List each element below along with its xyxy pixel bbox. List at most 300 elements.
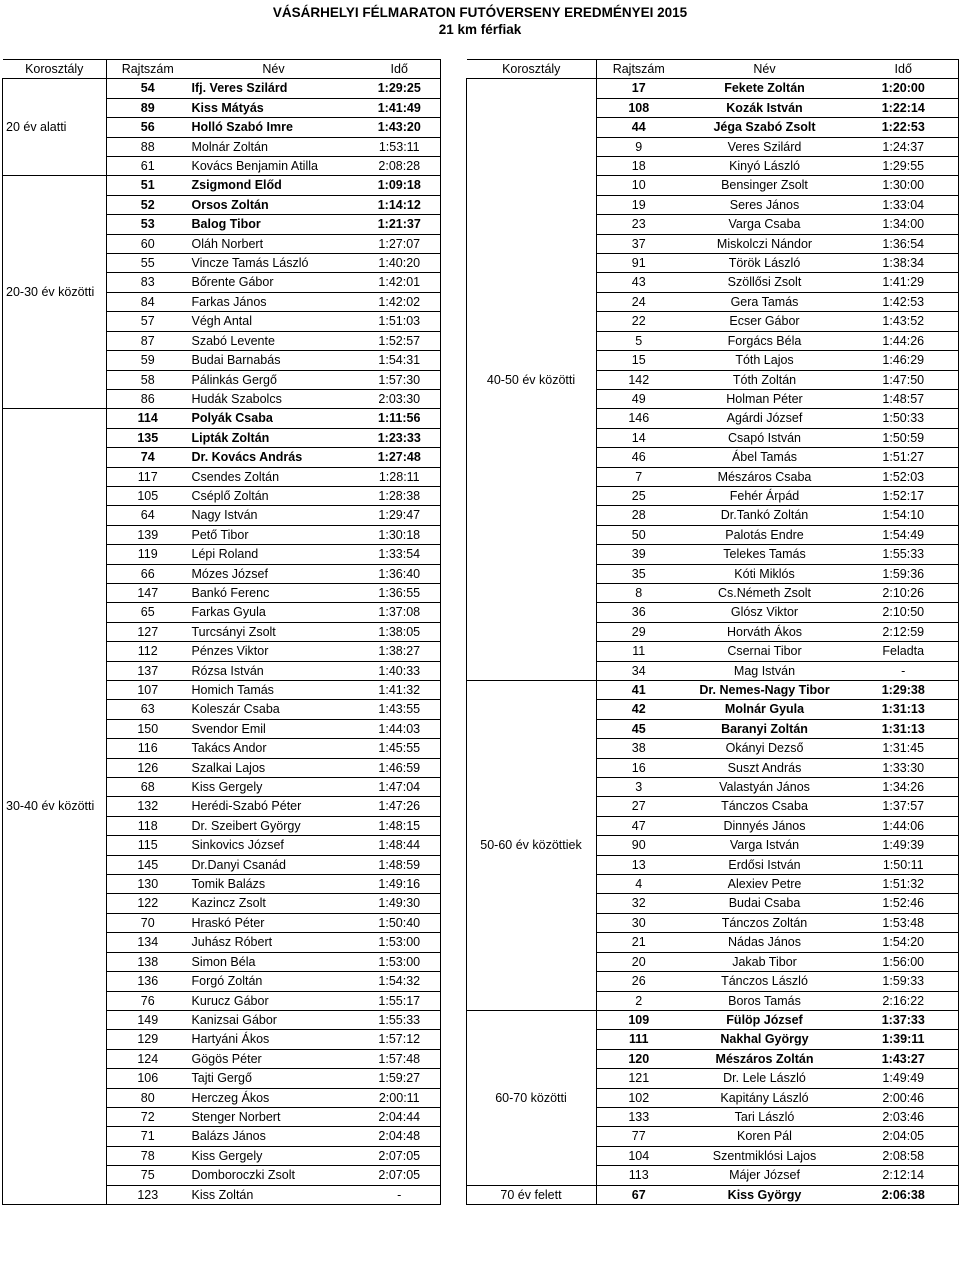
finish-time-cell: 1:30:18 <box>359 525 441 544</box>
bib-number-cell: 104 <box>597 1146 681 1165</box>
bib-number-cell: 20 <box>597 952 681 971</box>
finish-time-cell: 1:50:11 <box>849 855 959 874</box>
runner-name-cell: Szöllősi Zsolt <box>681 273 849 292</box>
runner-name-cell: Dr.Danyi Csanád <box>189 855 359 874</box>
runner-name-cell: Tóth Zoltán <box>681 370 849 389</box>
bib-number-cell: 18 <box>597 157 681 176</box>
finish-time-cell: 1:29:55 <box>849 157 959 176</box>
runner-name-cell: Bankó Ferenc <box>189 583 359 602</box>
bib-number-cell: 47 <box>597 816 681 835</box>
bib-number-cell: 117 <box>107 467 189 486</box>
finish-time-cell: 2:07:05 <box>359 1146 441 1165</box>
bib-number-cell: 22 <box>597 312 681 331</box>
finish-time-cell: - <box>849 661 959 680</box>
bib-number-cell: 45 <box>597 719 681 738</box>
runner-name-cell: Török László <box>681 254 849 273</box>
runner-name-cell: Kiss György <box>681 1185 849 1204</box>
runner-name-cell: Nakhal György <box>681 1030 849 1049</box>
runner-name-cell: Herédi-Szabó Péter <box>189 797 359 816</box>
runner-name-cell: Hraskó Péter <box>189 913 359 932</box>
finish-time-cell: 1:55:17 <box>359 991 441 1010</box>
finish-time-cell: 1:43:20 <box>359 118 441 137</box>
bib-number-cell: 17 <box>597 79 681 98</box>
finish-time-cell: 1:49:16 <box>359 875 441 894</box>
runner-name-cell: Tánczos Zoltán <box>681 913 849 932</box>
bib-number-cell: 113 <box>597 1166 681 1185</box>
bib-number-cell: 149 <box>107 1010 189 1029</box>
runner-name-cell: Bensinger Zsolt <box>681 176 849 195</box>
runner-name-cell: Kiss Gergely <box>189 1146 359 1165</box>
runner-name-cell: Szentmiklósi Lajos <box>681 1146 849 1165</box>
finish-time-cell: 1:54:32 <box>359 972 441 991</box>
bib-number-cell: 39 <box>597 545 681 564</box>
bib-number-cell: 124 <box>107 1049 189 1068</box>
bib-number-cell: 23 <box>597 215 681 234</box>
finish-time-cell: 1:59:36 <box>849 564 959 583</box>
table-row <box>467 1185 959 1204</box>
finish-time-cell: 1:53:48 <box>849 913 959 932</box>
finish-time-cell: 1:44:06 <box>849 816 959 835</box>
runner-name-cell: Kapitány László <box>681 1088 849 1107</box>
bib-number-cell: 72 <box>107 1107 189 1126</box>
finish-time-cell: 2:00:11 <box>359 1088 441 1107</box>
finish-time-cell: 1:33:04 <box>849 195 959 214</box>
runner-name-cell: Cs.Németh Zsolt <box>681 583 849 602</box>
table-row <box>467 681 959 700</box>
bib-number-cell: 111 <box>597 1030 681 1049</box>
bib-number-cell: 56 <box>107 118 189 137</box>
runner-name-cell: Kóti Miklós <box>681 564 849 583</box>
runner-name-cell: Homich Tamás <box>189 681 359 700</box>
bib-number-cell: 118 <box>107 816 189 835</box>
table-row <box>3 409 441 428</box>
runner-name-cell: Stenger Norbert <box>189 1107 359 1126</box>
runner-name-cell: Szalkai Lajos <box>189 758 359 777</box>
finish-time-cell: 1:59:33 <box>849 972 959 991</box>
finish-time-cell: 2:12:59 <box>849 622 959 641</box>
runner-name-cell: Jakab Tibor <box>681 952 849 971</box>
bib-number-cell: 2 <box>597 991 681 1010</box>
finish-time-cell: 1:31:45 <box>849 739 959 758</box>
bib-number-cell: 74 <box>107 448 189 467</box>
finish-time-cell: 1:51:27 <box>849 448 959 467</box>
runner-name-cell: Telekes Tamás <box>681 545 849 564</box>
finish-time-cell: 2:03:46 <box>849 1107 959 1126</box>
runner-name-cell: Gera Tamás <box>681 292 849 311</box>
finish-time-cell: 1:29:38 <box>849 681 959 700</box>
runner-name-cell: Szabó Levente <box>189 331 359 350</box>
bib-number-cell: 30 <box>597 913 681 932</box>
bib-number-cell: 130 <box>107 875 189 894</box>
results-body-right <box>467 79 959 1205</box>
bib-number-cell: 57 <box>107 312 189 331</box>
bib-number-cell: 59 <box>107 351 189 370</box>
bib-number-cell: 112 <box>107 642 189 661</box>
age-group-label: 50-60 év közöttiek <box>467 681 597 1011</box>
bib-number-cell: 35 <box>597 564 681 583</box>
finish-time-cell: 1:09:18 <box>359 176 441 195</box>
runner-name-cell: Oláh Norbert <box>189 234 359 253</box>
results-body-left <box>3 79 441 1205</box>
runner-name-cell: Juhász Róbert <box>189 933 359 952</box>
runner-name-cell: Vincze Tamás László <box>189 254 359 273</box>
results-table-right <box>466 59 959 1205</box>
finish-time-cell: 1:34:26 <box>849 778 959 797</box>
finish-time-cell: 1:20:00 <box>849 79 959 98</box>
col-header-bib: Rajtszám <box>107 60 189 79</box>
runner-name-cell: Zsigmond Előd <box>189 176 359 195</box>
runner-name-cell: Ábel Tamás <box>681 448 849 467</box>
finish-time-cell: 1:43:27 <box>849 1049 959 1068</box>
finish-time-cell: 1:49:39 <box>849 836 959 855</box>
finish-time-cell: 1:47:04 <box>359 778 441 797</box>
finish-time-cell: 1:52:17 <box>849 486 959 505</box>
bib-number-cell: 63 <box>107 700 189 719</box>
finish-time-cell: 1:48:59 <box>359 855 441 874</box>
page-subtitle: 21 km férfiak <box>438 22 522 37</box>
runner-name-cell: Nagy István <box>189 506 359 525</box>
finish-time-cell: 1:23:33 <box>359 428 441 447</box>
finish-time-cell: 1:21:37 <box>359 215 441 234</box>
runner-name-cell: Kovács Benjamin Atilla <box>189 157 359 176</box>
runner-name-cell: Lipták Zoltán <box>189 428 359 447</box>
runner-name-cell: Baranyi Zoltán <box>681 719 849 738</box>
bib-number-cell: 122 <box>107 894 189 913</box>
bib-number-cell: 76 <box>107 991 189 1010</box>
bib-number-cell: 75 <box>107 1166 189 1185</box>
bib-number-cell: 142 <box>597 370 681 389</box>
bib-number-cell: 102 <box>597 1088 681 1107</box>
runner-name-cell: Dr. Kovács András <box>189 448 359 467</box>
finish-time-cell: Feladta <box>849 642 959 661</box>
finish-time-cell: 1:43:55 <box>359 700 441 719</box>
finish-time-cell: 1:44:03 <box>359 719 441 738</box>
finish-time-cell: 1:33:54 <box>359 545 441 564</box>
runner-name-cell: Palotás Endre <box>681 525 849 544</box>
runner-name-cell: Hartyáni Ákos <box>189 1030 359 1049</box>
runner-name-cell: Rózsa István <box>189 661 359 680</box>
bib-number-cell: 133 <box>597 1107 681 1126</box>
finish-time-cell: 1:56:00 <box>849 952 959 971</box>
finish-time-cell: 1:22:53 <box>849 118 959 137</box>
runner-name-cell: Cséplő Zoltán <box>189 486 359 505</box>
runner-name-cell: Bőrente Gábor <box>189 273 359 292</box>
bib-number-cell: 61 <box>107 157 189 176</box>
runner-name-cell: Budai Csaba <box>681 894 849 913</box>
finish-time-cell: 1:51:03 <box>359 312 441 331</box>
bib-number-cell: 36 <box>597 603 681 622</box>
runner-name-cell: Ifj. Veres Szilárd <box>189 79 359 98</box>
runner-name-cell: Horváth Ákos <box>681 622 849 641</box>
runner-name-cell: Tomik Balázs <box>189 875 359 894</box>
finish-time-cell: 1:36:54 <box>849 234 959 253</box>
age-group-label: 30-40 év közötti <box>3 409 107 1205</box>
runner-name-cell: Csapó István <box>681 428 849 447</box>
runner-name-cell: Varga Csaba <box>681 215 849 234</box>
finish-time-cell: 1:38:34 <box>849 254 959 273</box>
runner-name-cell: Dinnyés János <box>681 816 849 835</box>
runner-name-cell: Domboroczki Zsolt <box>189 1166 359 1185</box>
finish-time-cell: 2:08:58 <box>849 1146 959 1165</box>
bib-number-cell: 88 <box>107 137 189 156</box>
finish-time-cell: 1:41:32 <box>359 681 441 700</box>
finish-time-cell: 1:42:01 <box>359 273 441 292</box>
bib-number-cell: 119 <box>107 545 189 564</box>
bib-number-cell: 55 <box>107 254 189 273</box>
bib-number-cell: 137 <box>107 661 189 680</box>
runner-name-cell: Kazincz Zsolt <box>189 894 359 913</box>
runner-name-cell: Suszt András <box>681 758 849 777</box>
finish-time-cell: 1:31:13 <box>849 719 959 738</box>
runner-name-cell: Tajti Gergő <box>189 1069 359 1088</box>
runner-name-cell: Jéga Szabó Zsolt <box>681 118 849 137</box>
table-header-row <box>3 60 441 79</box>
bib-number-cell: 78 <box>107 1146 189 1165</box>
runner-name-cell: Dr. Nemes-Nagy Tibor <box>681 681 849 700</box>
runner-name-cell: Glósz Viktor <box>681 603 849 622</box>
runner-name-cell: Hudák Szabolcs <box>189 389 359 408</box>
finish-time-cell: 1:52:57 <box>359 331 441 350</box>
finish-time-cell: 1:44:26 <box>849 331 959 350</box>
bib-number-cell: 60 <box>107 234 189 253</box>
bib-number-cell: 136 <box>107 972 189 991</box>
bib-number-cell: 52 <box>107 195 189 214</box>
finish-time-cell: 1:57:30 <box>359 370 441 389</box>
bib-number-cell: 134 <box>107 933 189 952</box>
bib-number-cell: 28 <box>597 506 681 525</box>
bib-number-cell: 126 <box>107 758 189 777</box>
bib-number-cell: 115 <box>107 836 189 855</box>
finish-time-cell: 2:10:26 <box>849 583 959 602</box>
finish-time-cell: 1:59:27 <box>359 1069 441 1088</box>
bib-number-cell: 58 <box>107 370 189 389</box>
bib-number-cell: 14 <box>597 428 681 447</box>
bib-number-cell: 26 <box>597 972 681 991</box>
bib-number-cell: 29 <box>597 622 681 641</box>
finish-time-cell: 1:45:55 <box>359 739 441 758</box>
finish-time-cell: 2:08:28 <box>359 157 441 176</box>
table-row <box>3 79 441 98</box>
bib-number-cell: 121 <box>597 1069 681 1088</box>
bib-number-cell: 66 <box>107 564 189 583</box>
runner-name-cell: Molnár Gyula <box>681 700 849 719</box>
runner-name-cell: Miskolczi Nándor <box>681 234 849 253</box>
finish-time-cell: 1:53:00 <box>359 952 441 971</box>
bib-number-cell: 86 <box>107 389 189 408</box>
finish-time-cell: 1:22:14 <box>849 98 959 117</box>
finish-time-cell: 1:34:00 <box>849 215 959 234</box>
bib-number-cell: 13 <box>597 855 681 874</box>
finish-time-cell: 2:06:38 <box>849 1185 959 1204</box>
runner-name-cell: Kozák István <box>681 98 849 117</box>
finish-time-cell: 1:50:33 <box>849 409 959 428</box>
finish-time-cell: 1:27:48 <box>359 448 441 467</box>
bib-number-cell: 34 <box>597 661 681 680</box>
runner-name-cell: Dr.Tankó Zoltán <box>681 506 849 525</box>
bib-number-cell: 77 <box>597 1127 681 1146</box>
bib-number-cell: 65 <box>107 603 189 622</box>
finish-time-cell: 1:57:12 <box>359 1030 441 1049</box>
runner-name-cell: Veres Szilárd <box>681 137 849 156</box>
finish-time-cell: 2:16:22 <box>849 991 959 1010</box>
runner-name-cell: Gögös Péter <box>189 1049 359 1068</box>
runner-name-cell: Farkas Gyula <box>189 603 359 622</box>
runner-name-cell: Boros Tamás <box>681 991 849 1010</box>
runner-name-cell: Mészáros Csaba <box>681 467 849 486</box>
finish-time-cell: 1:46:59 <box>359 758 441 777</box>
finish-time-cell: 1:42:02 <box>359 292 441 311</box>
bib-number-cell: 147 <box>107 583 189 602</box>
finish-time-cell: 1:54:31 <box>359 351 441 370</box>
finish-time-cell: 1:51:32 <box>849 875 959 894</box>
finish-time-cell: 1:48:44 <box>359 836 441 855</box>
col-header-name: Név <box>189 60 359 79</box>
finish-time-cell: 1:55:33 <box>359 1010 441 1029</box>
finish-time-cell: 1:54:49 <box>849 525 959 544</box>
bib-number-cell: 109 <box>597 1010 681 1029</box>
runner-name-cell: Forgó Zoltán <box>189 972 359 991</box>
bib-number-cell: 5 <box>597 331 681 350</box>
finish-time-cell: 1:29:25 <box>359 79 441 98</box>
finish-time-cell: 2:12:14 <box>849 1166 959 1185</box>
bib-number-cell: 139 <box>107 525 189 544</box>
bib-number-cell: 146 <box>597 409 681 428</box>
runner-name-cell: Alexiev Petre <box>681 875 849 894</box>
runner-name-cell: Farkas János <box>189 292 359 311</box>
bib-number-cell: 21 <box>597 933 681 952</box>
bib-number-cell: 19 <box>597 195 681 214</box>
runner-name-cell: Molnár Zoltán <box>189 137 359 156</box>
bib-number-cell: 42 <box>597 700 681 719</box>
runner-name-cell: Balázs János <box>189 1127 359 1146</box>
col-header-bib: Rajtszám <box>597 60 681 79</box>
finish-time-cell: 1:36:40 <box>359 564 441 583</box>
table-row <box>467 79 959 98</box>
bib-number-cell: 46 <box>597 448 681 467</box>
runner-name-cell: Pető Tibor <box>189 525 359 544</box>
runner-name-cell: Végh Antal <box>189 312 359 331</box>
finish-time-cell: 1:29:47 <box>359 506 441 525</box>
col-header-name: Név <box>681 60 849 79</box>
bib-number-cell: 3 <box>597 778 681 797</box>
runner-name-cell: Tóth Lajos <box>681 351 849 370</box>
runner-name-cell: Simon Béla <box>189 952 359 971</box>
bib-number-cell: 120 <box>597 1049 681 1068</box>
runner-name-cell: Pálinkás Gergő <box>189 370 359 389</box>
runner-name-cell: Valastyán János <box>681 778 849 797</box>
runner-name-cell: Koleszár Csaba <box>189 700 359 719</box>
runner-name-cell: Csernai Tibor <box>681 642 849 661</box>
runner-name-cell: Ecser Gábor <box>681 312 849 331</box>
runner-name-cell: Agárdi József <box>681 409 849 428</box>
bib-number-cell: 127 <box>107 622 189 641</box>
bib-number-cell: 32 <box>597 894 681 913</box>
runner-name-cell: Seres János <box>681 195 849 214</box>
runner-name-cell: Kinyó László <box>681 157 849 176</box>
bib-number-cell: 129 <box>107 1030 189 1049</box>
bib-number-cell: 90 <box>597 836 681 855</box>
bib-number-cell: 4 <box>597 875 681 894</box>
finish-time-cell: 1:43:52 <box>849 312 959 331</box>
runner-name-cell: Mózes József <box>189 564 359 583</box>
bib-number-cell: 108 <box>597 98 681 117</box>
finish-time-cell: 1:30:00 <box>849 176 959 195</box>
bib-number-cell: 41 <box>597 681 681 700</box>
finish-time-cell: 1:47:26 <box>359 797 441 816</box>
finish-time-cell: 1:48:15 <box>359 816 441 835</box>
runner-name-cell: Májer József <box>681 1166 849 1185</box>
bib-number-cell: 11 <box>597 642 681 661</box>
runner-name-cell: Orsos Zoltán <box>189 195 359 214</box>
bib-number-cell: 7 <box>597 467 681 486</box>
finish-time-cell: 1:38:05 <box>359 622 441 641</box>
finish-time-cell: 1:54:10 <box>849 506 959 525</box>
finish-time-cell: 1:47:50 <box>849 370 959 389</box>
bib-number-cell: 71 <box>107 1127 189 1146</box>
finish-time-cell: 1:24:37 <box>849 137 959 156</box>
runner-name-cell: Lépi Roland <box>189 545 359 564</box>
table-row <box>3 176 441 195</box>
bib-number-cell: 105 <box>107 486 189 505</box>
runner-name-cell: Tánczos László <box>681 972 849 991</box>
bib-number-cell: 145 <box>107 855 189 874</box>
finish-time-cell: 1:14:12 <box>359 195 441 214</box>
runner-name-cell: Herczeg Ákos <box>189 1088 359 1107</box>
bib-number-cell: 89 <box>107 98 189 117</box>
table-row <box>467 1010 959 1029</box>
finish-time-cell: 1:38:27 <box>359 642 441 661</box>
finish-time-cell: 1:50:59 <box>849 428 959 447</box>
runner-name-cell: Tari László <box>681 1107 849 1126</box>
finish-time-cell: 2:04:05 <box>849 1127 959 1146</box>
finish-time-cell: 1:11:56 <box>359 409 441 428</box>
finish-time-cell: 1:28:11 <box>359 467 441 486</box>
bib-number-cell: 150 <box>107 719 189 738</box>
finish-time-cell: 1:37:57 <box>849 797 959 816</box>
age-group-label: 20 év alatti <box>3 79 107 176</box>
bib-number-cell: 83 <box>107 273 189 292</box>
finish-time-cell: 1:49:49 <box>849 1069 959 1088</box>
finish-time-cell: 1:39:11 <box>849 1030 959 1049</box>
runner-name-cell: Dr. Szeibert György <box>189 816 359 835</box>
bib-number-cell: 16 <box>597 758 681 777</box>
bib-number-cell: 10 <box>597 176 681 195</box>
finish-time-cell: 1:40:20 <box>359 254 441 273</box>
finish-time-cell: 2:00:46 <box>849 1088 959 1107</box>
runner-name-cell: Pénzes Viktor <box>189 642 359 661</box>
bib-number-cell: 54 <box>107 79 189 98</box>
bib-number-cell: 24 <box>597 292 681 311</box>
bib-number-cell: 64 <box>107 506 189 525</box>
bib-number-cell: 84 <box>107 292 189 311</box>
bib-number-cell: 87 <box>107 331 189 350</box>
finish-time-cell: 1:27:07 <box>359 234 441 253</box>
bib-number-cell: 53 <box>107 215 189 234</box>
bib-number-cell: 91 <box>597 254 681 273</box>
finish-time-cell: 1:42:53 <box>849 292 959 311</box>
runner-name-cell: Takács Andor <box>189 739 359 758</box>
bib-number-cell: 114 <box>107 409 189 428</box>
finish-time-cell: 1:57:48 <box>359 1049 441 1068</box>
results-table-left <box>2 59 441 1205</box>
bib-number-cell: 49 <box>597 389 681 408</box>
age-group-label: 40-50 év közötti <box>467 79 597 681</box>
runner-name-cell: Holló Szabó Imre <box>189 118 359 137</box>
runner-name-cell: Csendes Zoltán <box>189 467 359 486</box>
runner-name-cell: Balog Tibor <box>189 215 359 234</box>
bib-number-cell: 38 <box>597 739 681 758</box>
runner-name-cell: Polyák Csaba <box>189 409 359 428</box>
